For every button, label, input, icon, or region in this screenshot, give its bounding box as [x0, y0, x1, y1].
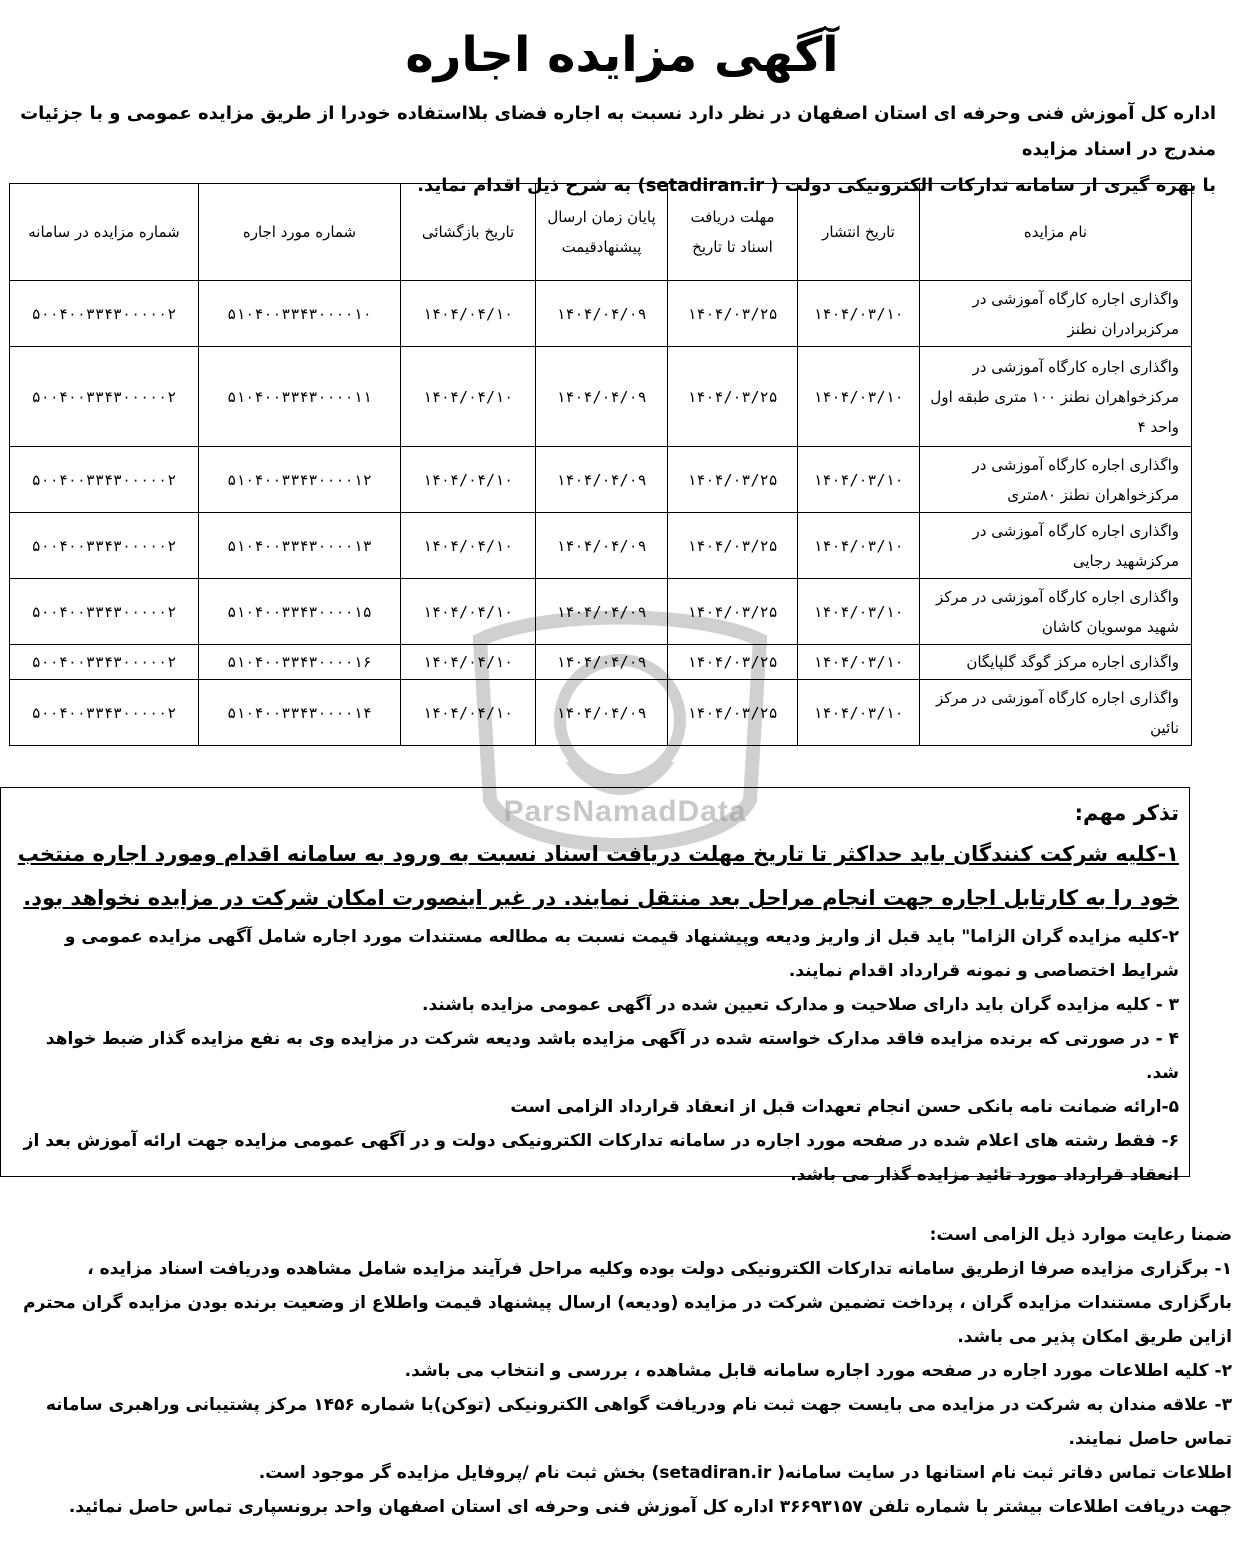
cell-name: واگذاری اجاره کارگاه آموزشی در مرکزخواهران نطنز ۱۰۰ متری طبقه اول واحد ۴: [920, 347, 1192, 447]
cell-end: ۱۴۰۴/۰۴/۰۹: [536, 513, 668, 579]
cell-auction: ۵۰۰۴۰۰۳۳۴۳۰۰۰۰۰۲: [10, 579, 199, 645]
cell-lease: ۵۱۰۴۰۰۳۳۴۳۰۰۰۰۱۵: [199, 579, 401, 645]
footer-requirements: [12, 1218, 1232, 1524]
cell-end: ۱۴۰۴/۰۴/۰۹: [536, 579, 668, 645]
notice-item-1: ۱-کلیه شرکت کنندگان باید حداکثر تا تاریخ مهلت دریافت اسناد نسبت به ورود به سامانه اقدام ومورد اجاره منتخب خود را به کارتابل اجاره جهت انجام مراحل بعد منتقل نمایند. در غیر اینصورت امکان شرکت در مزایده نخواهد بود.: [17, 842, 1179, 910]
cell-open: ۱۴۰۴/۰۴/۱۰: [401, 347, 536, 447]
intro-line-1: اداره کل آموزش فنی وحرفه ای استان اصفهان در نظر دارد نسبت به اجاره فضای بلااستفاده خودرا از طریق مزایده عمومی و با جزئیات مندرج در اسناد مزایده: [20, 103, 1216, 160]
table-row: [10, 447, 1192, 513]
table-header-row: [10, 184, 1192, 281]
footer-contact: اطلاعات تماس دفاتر ثبت نام استانها در سایت سامانه( setadiran.ir) بخش ثبت نام /پروفایل مزایده گر موجود است.: [258, 1463, 1232, 1483]
table-row: [10, 281, 1192, 347]
cell-publish: ۱۴۰۴/۰۳/۱۰: [798, 447, 920, 513]
important-notice-box: [0, 787, 1190, 1185]
page-title: آگهی مزایده اجاره: [405, 27, 839, 83]
cell-auction: ۵۰۰۴۰۰۳۳۴۳۰۰۰۰۰۲: [10, 281, 199, 347]
cell-publish: ۱۴۰۴/۰۳/۱۰: [798, 281, 920, 347]
cell-publish: ۱۴۰۴/۰۳/۱۰: [798, 513, 920, 579]
cell-name: واگذاری اجاره کارگاه آموزشی در مرکزبرادران نطنز: [920, 281, 1192, 347]
header-auction: شماره مزایده در سامانه: [10, 184, 199, 281]
watermark-text: ParsNamadData: [503, 795, 747, 828]
notice-item-4: ۴ - در صورتی که برنده مزایده فاقد مدارک خواسته شده در آگهی مزایده باشد ودیعه شرکت در مزایده وی به نفع مزایده گذار ضبط خواهد شد.: [45, 1029, 1179, 1083]
cell-publish: ۱۴۰۴/۰۳/۱۰: [798, 347, 920, 447]
cell-end: ۱۴۰۴/۰۴/۰۹: [536, 680, 668, 746]
cell-lease: ۵۱۰۴۰۰۳۳۴۳۰۰۰۰۱۴: [199, 680, 401, 746]
footer-item-2: ۲- کلیه اطلاعات مورد اجاره در صفحه مورد اجاره سامانه قابل مشاهده ، بررسی و انتخاب می باشد.: [404, 1361, 1232, 1381]
cell-name: واگذاری اجاره مرکز گوگد گلپایگان: [920, 645, 1192, 680]
cell-publish: ۱۴۰۴/۰۳/۱۰: [798, 680, 920, 746]
footer-intro: ضمنا رعایت موارد ذیل الزامی است:: [929, 1225, 1232, 1245]
cell-name: واگذاری اجاره کارگاه آموزشی در مرکزشهید رجایی: [920, 513, 1192, 579]
cell-auction: ۵۰۰۴۰۰۳۳۴۳۰۰۰۰۰۲: [10, 513, 199, 579]
cell-end: ۱۴۰۴/۰۴/۰۹: [536, 447, 668, 513]
header-name: نام مزایده: [920, 184, 1192, 281]
footer-item-1: ۱- برگزاری مزایده صرفا ازطریق سامانه تدارکات الکترونیکی دولت بوده وکلیه مراحل فرآیند مزایده شامل مشاهده ودریافت اسناد مزایده ، بارگزاری مستندات مزایده گران ، پرداخت تضمین شرکت در مزایده (ودیعه) ارسال پیشنهاد قیمت واطلاع از وضعیت برنده بودن مزایده گران محترم ازاین طریق امکان پذیر می باشد.: [23, 1259, 1232, 1347]
header-end: پایان زمان ارسال پیشنهادقیمت: [536, 184, 668, 281]
notice-item-2: ۲-کلیه مزایده گران الزاما" باید قبل از واریز ودیعه وپیشنهاد قیمت نسبت به مطالعه مستندات مورد اجاره شامل آگهی مزایده عمومی و شرایط اختصاصی و نمونه قرارداد اقدام نمایند.: [64, 927, 1179, 981]
intro-line-2: با بهره گیری از سامانه تدارکات الکترونیکی دولت ( setadiran.ir) به شرح ذیل اقدام نماید.: [417, 175, 1216, 196]
cell-end: ۱۴۰۴/۰۴/۰۹: [536, 645, 668, 680]
cell-open: ۱۴۰۴/۰۴/۱۰: [401, 513, 536, 579]
cell-open: ۱۴۰۴/۰۴/۱۰: [401, 447, 536, 513]
cell-publish: ۱۴۰۴/۰۳/۱۰: [798, 579, 920, 645]
cell-open: ۱۴۰۴/۰۴/۱۰: [401, 645, 536, 680]
header-deadline: مهلت دریافت اسناد تا تاریخ: [668, 184, 798, 281]
cell-open: ۱۴۰۴/۰۴/۱۰: [401, 680, 536, 746]
cell-deadline: ۱۴۰۴/۰۳/۲۵: [668, 447, 798, 513]
cell-end: ۱۴۰۴/۰۴/۰۹: [536, 281, 668, 347]
cell-name: واگذاری اجاره کارگاه آموزشی در مرکز نائین: [920, 680, 1192, 746]
cell-publish: ۱۴۰۴/۰۳/۱۰: [798, 645, 920, 680]
cell-lease: ۵۱۰۴۰۰۳۳۴۳۰۰۰۰۱۳: [199, 513, 401, 579]
footer-item-3: ۳- علاقه مندان به شرکت در مزایده می بایست جهت ثبت نام ودریافت گواهی الکترونیکی (توکن)با شماره ۱۴۵۶ مرکز پشتیبانی وراهبری سامانه تماس حاصل نمایند.: [45, 1395, 1232, 1449]
table-row: [10, 680, 1192, 746]
auction-table: [9, 183, 1192, 746]
cell-lease: ۵۱۰۴۰۰۳۳۴۳۰۰۰۰۱۱: [199, 347, 401, 447]
cell-deadline: ۱۴۰۴/۰۳/۲۵: [668, 513, 798, 579]
table-row: [10, 645, 1192, 680]
table-row: [10, 513, 1192, 579]
table-row: [10, 579, 1192, 645]
footer-info: جهت دریافت اطلاعات بیشتر با شماره تلفن ۳۶۶۹۳۱۵۷ اداره کل آموزش فنی وحرفه ای استان اصفهان واحد برونسپاری تماس حاصل نمائید.: [68, 1497, 1232, 1517]
cell-lease: ۵۱۰۴۰۰۳۳۴۳۰۰۰۰۱۶: [199, 645, 401, 680]
notice-item-6: ۶- فقط رشته های اعلام شده در صفحه مورد اجاره در سامانه تدارکات الکترونیکی دولت و در آگهی عمومی مزایده جهت ارائه آموزش بعد از انعقاد قرارداد مورد تائید مزایده گذار می باشد.: [23, 1131, 1179, 1185]
cell-open: ۱۴۰۴/۰۴/۱۰: [401, 281, 536, 347]
header-lease: شماره مورد اجاره: [199, 184, 401, 281]
cell-deadline: ۱۴۰۴/۰۳/۲۵: [668, 347, 798, 447]
cell-auction: ۵۰۰۴۰۰۳۳۴۳۰۰۰۰۰۲: [10, 347, 199, 447]
notice-item-3: ۳ - کلیه مزایده گران باید دارای صلاحیت و مدارک تعیین شده در آگهی عمومی مزایده باشند.: [422, 995, 1179, 1015]
notice-item-5: ۵-ارائه ضمانت نامه بانکی حسن انجام تعهدات قبل از انعقاد قرارداد الزامی است: [510, 1097, 1179, 1117]
cell-lease: ۵۱۰۴۰۰۳۳۴۳۰۰۰۰۱۲: [199, 447, 401, 513]
cell-auction: ۵۰۰۴۰۰۳۳۴۳۰۰۰۰۰۲: [10, 680, 199, 746]
table-row: [10, 347, 1192, 447]
cell-deadline: ۱۴۰۴/۰۳/۲۵: [668, 680, 798, 746]
cell-deadline: ۱۴۰۴/۰۳/۲۵: [668, 645, 798, 680]
cell-deadline: ۱۴۰۴/۰۳/۲۵: [668, 579, 798, 645]
cell-open: ۱۴۰۴/۰۴/۱۰: [401, 579, 536, 645]
cell-deadline: ۱۴۰۴/۰۳/۲۵: [668, 281, 798, 347]
cell-end: ۱۴۰۴/۰۴/۰۹: [536, 347, 668, 447]
header-publish: تاریخ انتشار: [798, 184, 920, 281]
header-open: تاریخ بازگشائی: [401, 184, 536, 281]
cell-name: واگذاری اجاره کارگاه آموزشی در مرکز شهید موسویان کاشان: [920, 579, 1192, 645]
cell-auction: ۵۰۰۴۰۰۳۳۴۳۰۰۰۰۰۲: [10, 645, 199, 680]
notice-heading: تذکر مهم:: [1074, 801, 1179, 825]
cell-name: واگذاری اجاره کارگاه آموزشی در مرکزخواهران نطنز ۸۰متری: [920, 447, 1192, 513]
cell-lease: ۵۱۰۴۰۰۳۳۴۳۰۰۰۰۱۰: [199, 281, 401, 347]
cell-auction: ۵۰۰۴۰۰۳۳۴۳۰۰۰۰۰۲: [10, 447, 199, 513]
